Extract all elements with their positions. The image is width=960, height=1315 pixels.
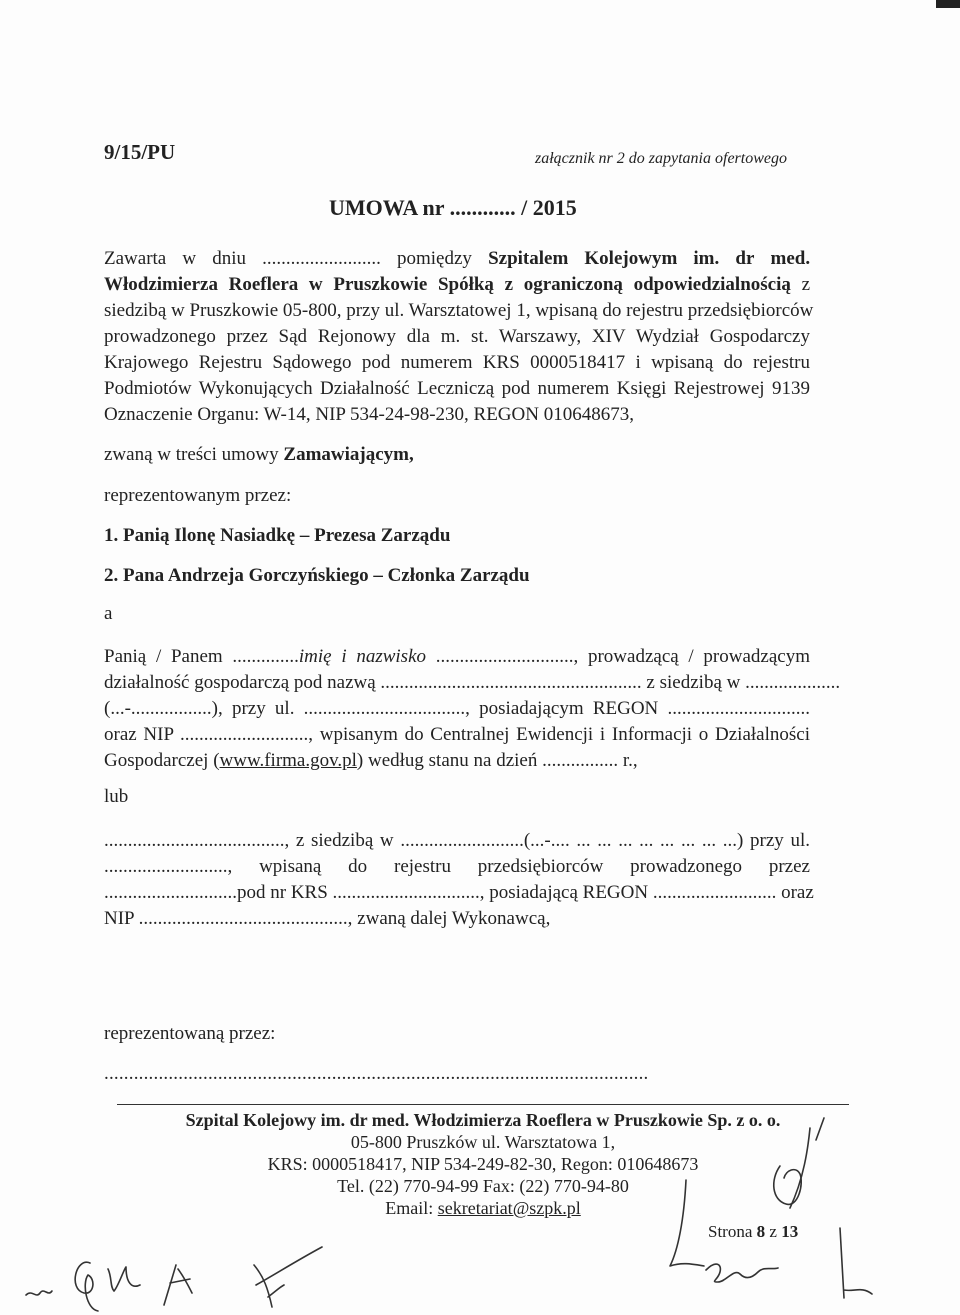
attachment-note: załącznik nr 2 do zapytania ofertowego xyxy=(535,150,787,167)
party-a-line-6: Podmiotów Wykonujących Działalność Leczniczą pod numerem Księgi Rejestrowej 9139 xyxy=(104,378,810,399)
contract-title-text: UMOWA nr ............ / 2015 xyxy=(329,195,577,220)
word: im. xyxy=(693,248,720,269)
page-separator: z xyxy=(765,1222,782,1241)
email-link[interactable]: sekretariat@szpk.pl xyxy=(437,1198,581,1218)
handwritten-initials-left xyxy=(20,1245,340,1315)
word: med. xyxy=(770,248,811,269)
option1-line-1 xyxy=(104,646,810,668)
option2-line-2: .........................., wpisaną do rejestru przedsiębiorców prowadzonego przez xyxy=(104,856,810,877)
footer-company-name: Szpital Kolejowy im. dr med. Włodzimierza Roeflera w Pruszkowie Sp. z o. o. xyxy=(185,1110,781,1130)
text: ............................., prowadzącą / prowadzącym xyxy=(435,646,810,667)
email-label: Email: xyxy=(385,1198,438,1218)
footer-phone: Tel. (22) 770-94-99 Fax: (22) 770-94-80 xyxy=(337,1176,629,1196)
page-current: 8 xyxy=(756,1222,766,1241)
footer-divider xyxy=(117,1104,849,1105)
document-number: 9/15/PU xyxy=(104,140,176,164)
word: Kolejowym xyxy=(584,248,678,269)
option2-line-1: ......................................, z siedzibą w ..........................(...-.... ... ... ... ... ... ... ... ...) przy ul. xyxy=(104,830,810,851)
option1-line-5 xyxy=(104,750,638,772)
represented-by-label-2: reprezentowaną przez: xyxy=(104,1023,276,1044)
contract-title xyxy=(329,195,577,221)
text: ) według stanu na dzień ................ r., xyxy=(356,750,638,771)
option2-line-4: NIP ............................................, zwaną dalej Wykonawcą, xyxy=(104,908,551,929)
website-link[interactable]: www.firma.gov.pl xyxy=(219,750,357,771)
footer-registry: KRS: 0000518417, NIP 534-249-82-30, Regon: 010648673 xyxy=(267,1154,699,1174)
handwritten-signatures-right xyxy=(640,1110,940,1310)
word: pomiędzy xyxy=(397,248,472,269)
text: Gospodarczej ( xyxy=(104,750,220,771)
party-a-line-4: prowadzonego przez Sąd Rejonowy dla m. st. Warszawy, XIV Wydział Gospodarczy xyxy=(104,326,810,347)
signature-dots-line: .............................................................................................................. xyxy=(104,1063,649,1084)
scan-edge-mark xyxy=(936,0,960,8)
hospital-name: Włodzimierza Roeflera w Pruszkowie Spółką z ograniczoną odpowiedzialnością xyxy=(104,274,791,295)
footer-address: 05-800 Pruszków ul. Warsztatowa 1, xyxy=(350,1132,616,1152)
representative-1: 1. Panią Ilonę Nasiadkę – Prezesa Zarządu xyxy=(104,525,451,546)
name-placeholder: imię i nazwisko xyxy=(298,646,427,667)
party-a-line-7: Oznaczenie Organu: W-14, NIP 534-24-98-230, REGON 010648673, xyxy=(104,404,634,425)
representative-2: 2. Pana Andrzeja Gorczyńskiego – Członka Zarządu xyxy=(104,565,530,586)
option1-line-4: oraz NIP ..........................., wpisanym do Centralnej Ewidencji i Informacji o Działalności xyxy=(104,724,810,745)
or-word: lub xyxy=(104,786,129,807)
party-a-line-3: siedzibą w Pruszkowie 05-800, przy ul. Warsztatowej 1, wpisaną do rejestru przedsiębiorców xyxy=(104,300,814,321)
and-word: a xyxy=(104,603,113,624)
word: z xyxy=(801,274,811,295)
represented-by-label: reprezentowanym przez: xyxy=(104,485,292,506)
called-line xyxy=(104,444,414,466)
page-total: 13 xyxy=(781,1222,799,1241)
option1-line-2: działalność gospodarczą pod nazwą ....................................................... z siedzibą w .................... xyxy=(104,672,841,693)
date-placeholder: ......................... xyxy=(262,248,381,269)
page-label: Strona xyxy=(708,1222,757,1241)
called-name: Zamawiającym, xyxy=(283,444,414,465)
party-a-line-2 xyxy=(104,274,810,296)
party-a-line-5: Krajowego Rejestru Sądowego pod numerem KRS 0000518417 i wpisaną do rejestru xyxy=(104,352,810,373)
word: Szpitalem xyxy=(488,248,569,269)
word: dr xyxy=(735,248,755,269)
option1-line-3: (...-.................), przy ul. .................................., posiadającym REGON .............................. xyxy=(104,698,810,719)
word: Zawarta xyxy=(104,248,167,269)
party-a-line-1 xyxy=(104,248,810,270)
text: Panią / Panem .............. xyxy=(104,646,299,667)
option2-line-3: ............................pod nr KRS ..............................., posiadającą REGON .......................... oraz xyxy=(104,882,814,903)
word: dniu xyxy=(212,248,246,269)
word: w xyxy=(182,248,197,269)
called-prefix: zwaną w treści umowy xyxy=(104,444,284,465)
